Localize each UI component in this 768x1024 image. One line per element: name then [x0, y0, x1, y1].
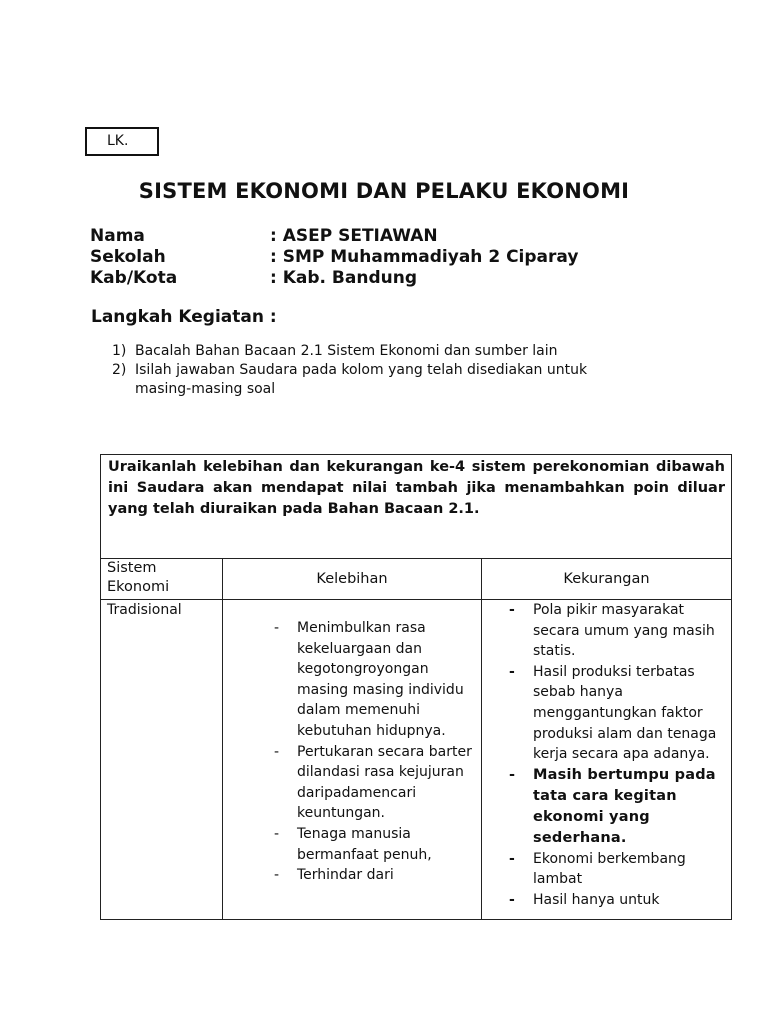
table-row: [101, 600, 732, 920]
list-item: - Pola pikir masyarakat secara umum yang masih statis.: [509, 602, 715, 660]
langkah-heading: Langkah Kegiatan :: [91, 307, 277, 327]
header-kekurangan: Kekurangan: [482, 559, 732, 600]
info-label: Kab/Kota: [90, 268, 178, 288]
header-sistem: Sistem Ekonomi: [101, 559, 223, 600]
lk-label: LK.: [107, 133, 129, 149]
header-kelebihan: Kelebihan: [223, 559, 482, 600]
step-text: Bacalah Bahan Bacaan 2.1 Sistem Ekonomi dan sumber lain: [135, 343, 558, 359]
info-label: Nama: [90, 226, 145, 246]
identity-block: [90, 226, 650, 289]
instruction-text: Uraikanlah kelebihan dan kekurangan ke-4 sistem perekonomian dibawah ini Saudara akan mendapat nilai tambah jika menambahkan poin diluar yang telah diuraikan pada Bahan Bacaan 2.1.: [108, 459, 725, 517]
kelebihan-list: [274, 618, 475, 886]
info-row-kabkota: [90, 268, 650, 289]
step-text: Isilah jawaban Saudara pada kolom yang telah disediakan untuk masing-masing soal: [135, 362, 588, 397]
steps-list: [112, 342, 632, 399]
list-item: - Ekonomi berkembang lambat: [509, 850, 686, 888]
list-item: - Hasil produksi terbatas sebab hanya menggantungkan faktor produksi alam dan tenaga kerja secara apa adanya.: [509, 663, 717, 763]
lk-label-box: [85, 127, 159, 156]
list-item: - Terhindar dari: [274, 867, 394, 884]
list-item: - Masih bertumpu pada tata cara kegitan ekonomi yang sederhana.: [509, 766, 716, 846]
info-label: Sekolah: [90, 247, 166, 267]
info-value: : ASEP SETIAWAN: [270, 226, 438, 246]
kekurangan-cell: [482, 600, 732, 920]
list-item: - Menimbulkan rasa kekeluargaan dan kegotongroyongan masing masing individu dalam memenuhi kebutuhan hidupnya.: [274, 620, 464, 739]
info-value: : SMP Muhammadiyah 2 Ciparay: [270, 247, 579, 267]
kekurangan-list: [509, 600, 725, 911]
list-item: - Pertukaran secara barter dilandasi rasa kejujuran daripadamencari keuntungan.: [274, 743, 472, 822]
document-title: SISTEM EKONOMI DAN PELAKU EKONOMI: [138, 179, 630, 203]
info-value: : Kab. Bandung: [270, 268, 417, 288]
step-number: 2): [112, 362, 127, 378]
instruction-cell: [101, 455, 732, 559]
step-item: [112, 342, 632, 361]
list-item: - Tenaga manusia bermanfaat penuh,: [274, 825, 432, 863]
step-number: 1): [112, 343, 127, 359]
info-row-sekolah: [90, 247, 650, 268]
list-item: - Hasil hanya untuk: [509, 891, 660, 908]
step-item: [112, 361, 632, 399]
kelebihan-cell: [223, 600, 482, 920]
table-header-row: [101, 559, 732, 600]
info-row-nama: [90, 226, 650, 247]
worksheet-table: [100, 454, 732, 920]
sistem-name: Tradisional: [107, 602, 182, 618]
sistem-cell: [101, 600, 223, 920]
